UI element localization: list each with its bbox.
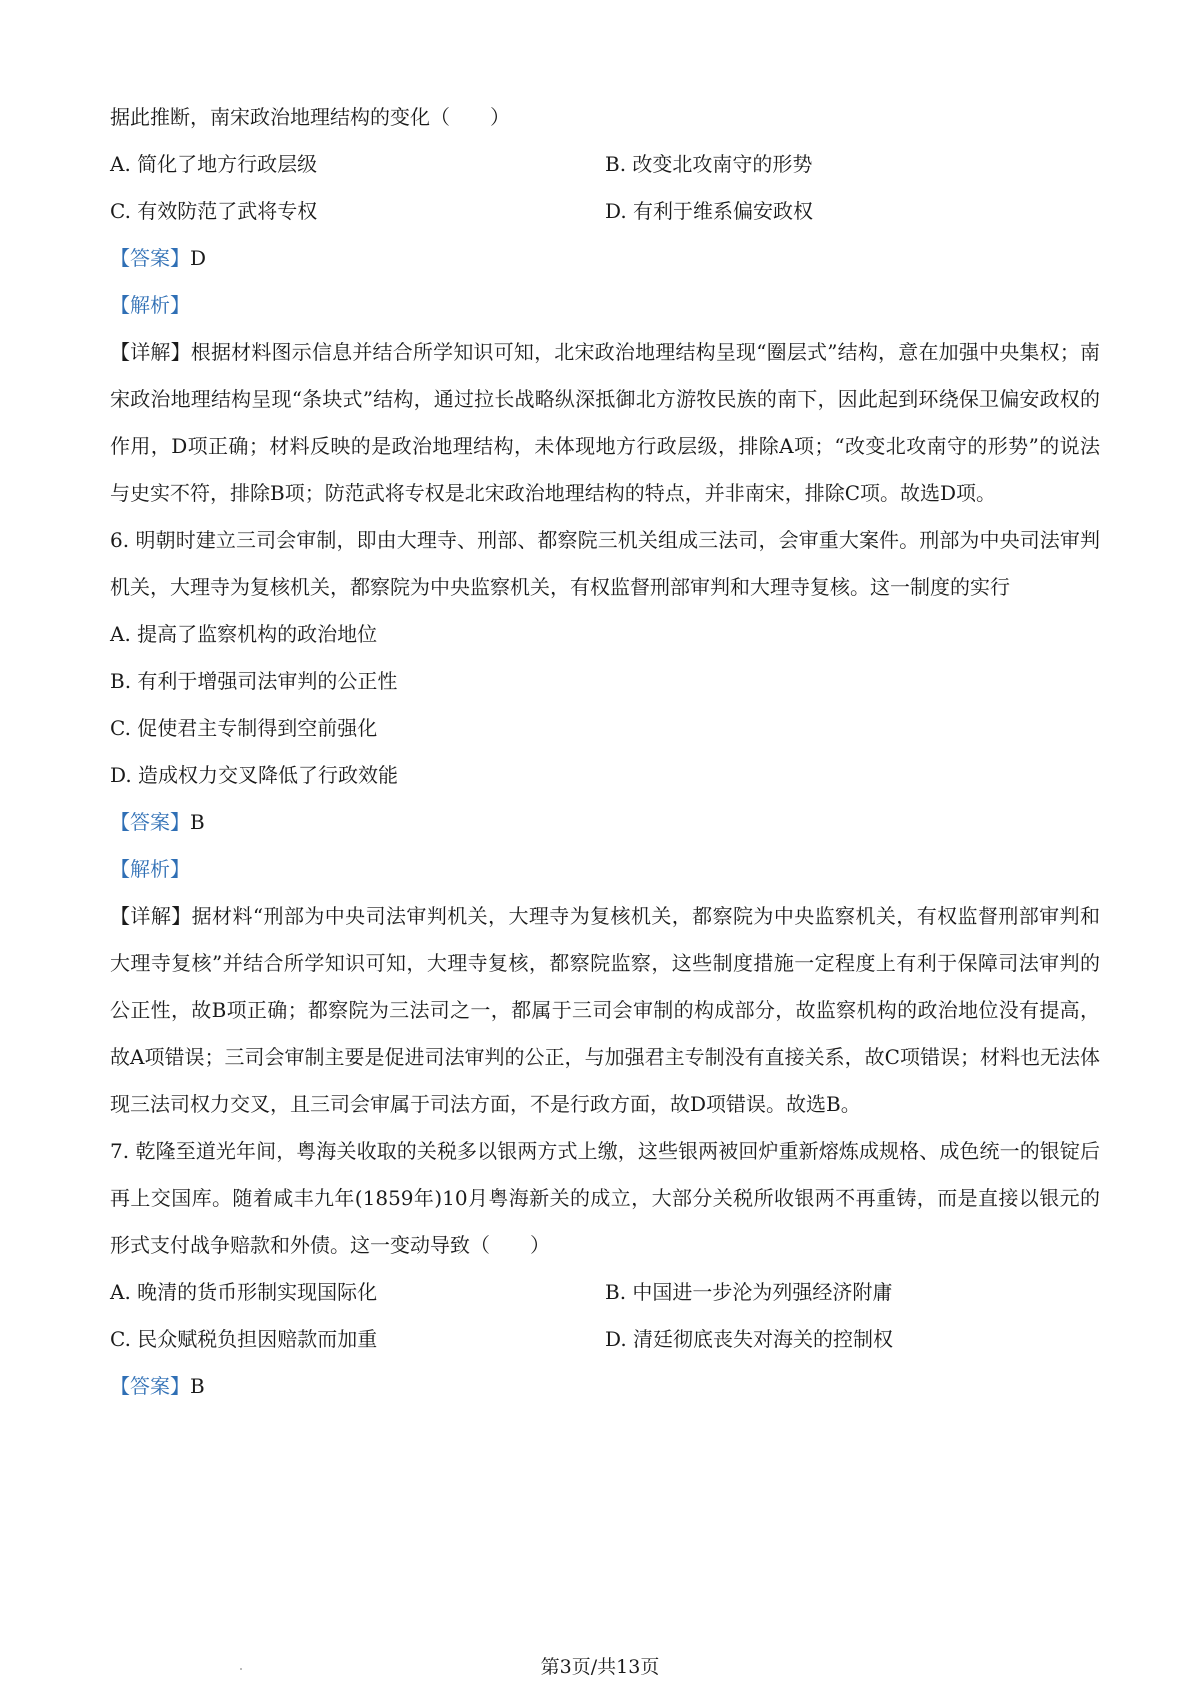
q6-analysis xyxy=(110,846,1100,893)
page-footer: 第3页/共13页 xyxy=(540,1656,660,1678)
answer-value: B xyxy=(190,1374,205,1398)
q7-options-row-2 xyxy=(110,1316,1100,1363)
answer-tag: 【答案】 xyxy=(110,810,190,834)
detail-text: 根据材料图示信息并结合所学知识可知，北宋政治地理结构呈现“圈层式”结构，意在加强中央集权；南宋政治地理结构呈现“条块式”结构，通过拉长战略纵深抵御北方游牧民族的南下，因此起到环绕保卫偏安政权的作用，D项正确；材料反映的是政治地理结构，未体现地方行政层级，排除A项；“改变北攻南守的形势”的说法与史实不符，排除B项；防范武将专权是北宋政治地理结构的特点，并非南宋，排除C项。故选D项。 xyxy=(110,340,1100,505)
q5-option-c: C. 有效防范了武将专权 xyxy=(110,199,318,223)
q5-answer xyxy=(110,235,1100,282)
q6-detail xyxy=(110,893,1100,1128)
q5-detail xyxy=(110,329,1100,517)
q5-stem-tail: 据此推断，南宋政治地理结构的变化（ ） xyxy=(110,105,510,129)
answer-value: B xyxy=(190,810,205,834)
q7-option-b: B. 中国进一步沦为列强经济附庸 xyxy=(605,1280,893,1304)
q5-option-b: B. 改变北攻南守的形势 xyxy=(605,152,813,176)
q7-option-a: A. 晚清的货币形制实现国际化 xyxy=(110,1280,378,1304)
answer-value: D xyxy=(190,246,207,270)
q7-answer xyxy=(110,1363,1100,1410)
q7-option-d: D. 清廷彻底丧失对海关的控制权 xyxy=(605,1327,894,1351)
q5-options-row-2 xyxy=(110,188,1100,235)
q5-option-a: A. 简化了地方行政层级 xyxy=(110,152,318,176)
analysis-tag: 【解析】 xyxy=(110,857,190,881)
q5-analysis xyxy=(110,282,1100,329)
q7-option-c: C. 民众赋税负担因赔款而加重 xyxy=(110,1327,378,1351)
q5-options-row-1 xyxy=(110,141,1100,188)
analysis-tag: 【解析】 xyxy=(110,293,190,317)
q6-answer xyxy=(110,799,1100,846)
document-page xyxy=(110,94,1100,1410)
q6-stem: 6. 明朝时建立三司会审制，即由大理寺、刑部、都察院三机关组成三法司，会审重大案件。刑部为中央司法审判机关，大理寺为复核机关，都察院为中央监察机关，有权监督刑部审判和大理寺复核。这一制度的实行 xyxy=(110,528,1100,599)
detail-tag: 【详解】 xyxy=(110,340,191,364)
detail-text: 据材料“刑部为中央司法审判机关，大理寺为复核机关，都察院为中央监察机关，有权监督刑部审判和大理寺复核”并结合所学知识可知，大理寺复核，都察院监察，这些制度措施一定程度上有利于保障司法审判的公正性，故B项正确；都察院为三法司之一，都属于三司会审制的构成部分，故监察机构的政治地位没有提高，故A项错误；三司会审制主要是促进司法审判的公正，与加强君主专制没有直接关系，故C项错误；材料也无法体现三法司权力交叉，且三司会审属于司法方面，不是行政方面，故D项错误。故选B。 xyxy=(110,904,1100,1116)
q6-option-b: B. 有利于增强司法审判的公正性 xyxy=(110,669,398,693)
q6-option-a: A. 提高了监察机构的政治地位 xyxy=(110,622,378,646)
q6-option-d: D. 造成权力交叉降低了行政效能 xyxy=(110,763,399,787)
q5-option-d: D. 有利于维系偏安政权 xyxy=(605,199,814,223)
detail-tag: 【详解】 xyxy=(110,904,192,928)
answer-tag: 【答案】 xyxy=(110,246,190,270)
q7-options-row-1 xyxy=(110,1269,1100,1316)
answer-tag: 【答案】 xyxy=(110,1374,190,1398)
q7-stem: 7. 乾隆至道光年间，粤海关收取的关税多以银两方式上缴，这些银两被回炉重新熔炼成规格、成色统一的银锭后再上交国库。随着咸丰九年(1859年)10月粤海新关的成立，大部分关税所收银两不再重铸，而是直接以银元的形式支付战争赔款和外债。这一变动导致（ ） xyxy=(110,1139,1100,1257)
q6-option-c: C. 促使君主专制得到空前强化 xyxy=(110,716,378,740)
